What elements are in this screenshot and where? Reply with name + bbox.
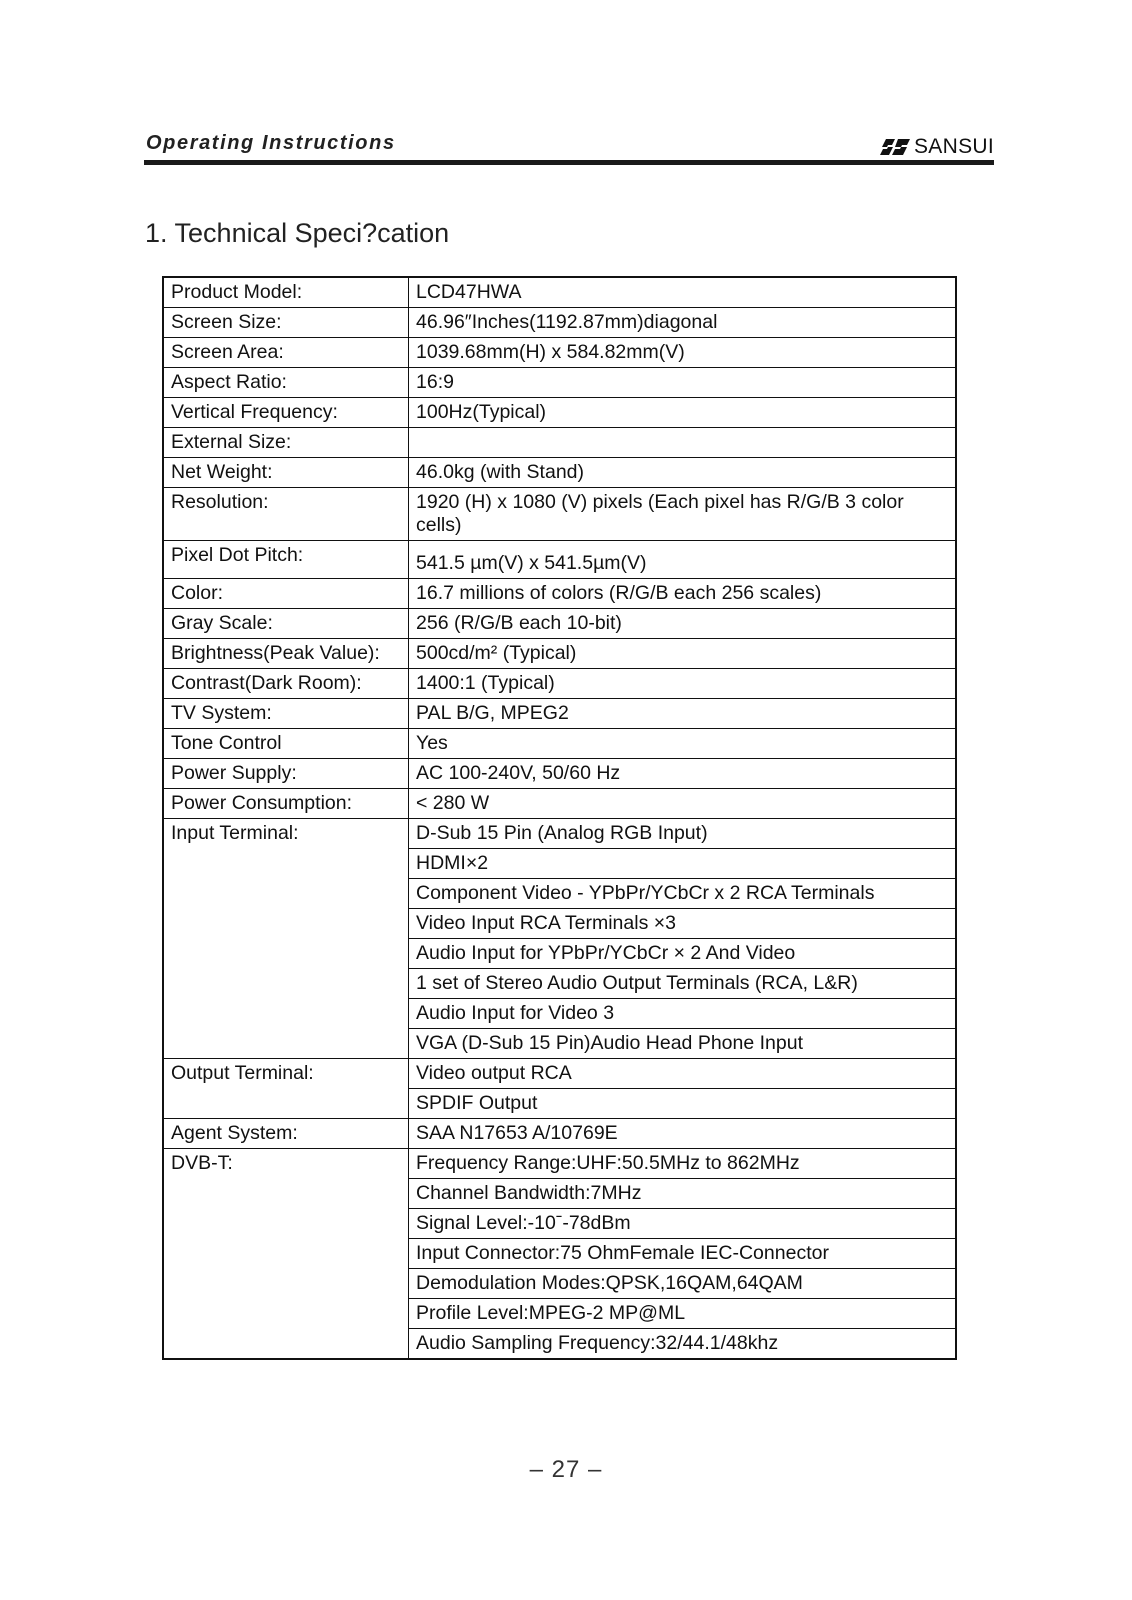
table-row bbox=[163, 398, 956, 428]
output-terminal-value: Video output RCA bbox=[409, 1058, 957, 1088]
spec-value: 256 (R/G/B each 10-bit) bbox=[409, 608, 957, 638]
table-row bbox=[163, 308, 956, 338]
input-terminal-value: Audio Input for YPbPr/YCbCr × 2 And Video bbox=[409, 938, 957, 968]
spec-label: Resolution: bbox=[163, 488, 409, 541]
table-row bbox=[163, 1148, 956, 1178]
page-header bbox=[144, 132, 994, 166]
spec-value: 500cd/m² (Typical) bbox=[409, 638, 957, 668]
dvbt-value: Signal Level:-10ˉ-78dBm bbox=[409, 1208, 957, 1238]
input-terminal-value: Component Video - YPbPr/YCbCr x 2 RCA Terminals bbox=[409, 878, 957, 908]
spec-label: Gray Scale: bbox=[163, 608, 409, 638]
spec-value: 16:9 bbox=[409, 368, 957, 398]
agent-system-value: SAA N17653 A/10769E bbox=[409, 1118, 957, 1148]
dvbt-value: Demodulation Modes:QPSK,16QAM,64QAM bbox=[409, 1268, 957, 1298]
sansui-logo-icon bbox=[880, 138, 910, 156]
table-row bbox=[163, 488, 956, 541]
table-row bbox=[163, 338, 956, 368]
spec-label: Screen Area: bbox=[163, 338, 409, 368]
table-row bbox=[163, 758, 956, 788]
spec-value: 1400:1 (Typical) bbox=[409, 668, 957, 698]
spec-label: Contrast(Dark Room): bbox=[163, 668, 409, 698]
spec-value: AC 100-240V, 50/60 Hz bbox=[409, 758, 957, 788]
dvbt-label: DVB-T: bbox=[163, 1148, 409, 1359]
spec-value: 16.7 millions of colors (R/G/B each 256 scales) bbox=[409, 578, 957, 608]
spec-value: Yes bbox=[409, 728, 957, 758]
brand-name: SANSUI bbox=[914, 135, 994, 158]
spec-label: TV System: bbox=[163, 698, 409, 728]
spec-value: 46.96″Inches(1192.87mm)diagonal bbox=[409, 308, 957, 338]
input-terminal-value: D-Sub 15 Pin (Analog RGB Input) bbox=[409, 818, 957, 848]
output-terminal-label: Output Terminal: bbox=[163, 1058, 409, 1118]
dvbt-value: Profile Level:MPEG-2 MP@ML bbox=[409, 1298, 957, 1328]
page-number: – 27 – bbox=[529, 1456, 603, 1483]
table-row bbox=[163, 428, 956, 458]
spec-table bbox=[162, 276, 957, 1360]
spec-value: 1039.68mm(H) x 584.82mm(V) bbox=[409, 338, 957, 368]
spec-label: Aspect Ratio: bbox=[163, 368, 409, 398]
spec-label: Screen Size: bbox=[163, 308, 409, 338]
agent-system-label: Agent System: bbox=[163, 1118, 409, 1148]
input-terminal-value: 1 set of Stereo Audio Output Terminals (RCA, L&R) bbox=[409, 968, 957, 998]
spec-label: External Size: bbox=[163, 428, 409, 458]
table-row bbox=[163, 578, 956, 608]
spec-value: PAL B/G, MPEG2 bbox=[409, 698, 957, 728]
dvbt-value: Channel Bandwidth:7MHz bbox=[409, 1178, 957, 1208]
table-row bbox=[163, 728, 956, 758]
spec-label: Power Supply: bbox=[163, 758, 409, 788]
spec-value: 46.0kg (with Stand) bbox=[409, 458, 957, 488]
table-row bbox=[163, 1058, 956, 1088]
table-row bbox=[163, 540, 956, 578]
spec-label: Net Weight: bbox=[163, 458, 409, 488]
spec-value: < 280 W bbox=[409, 788, 957, 818]
table-row bbox=[163, 638, 956, 668]
input-terminal-value: Audio Input for Video 3 bbox=[409, 998, 957, 1028]
header-rule bbox=[144, 160, 994, 165]
dvbt-value: Input Connector:75 OhmFemale IEC-Connector bbox=[409, 1238, 957, 1268]
spec-value: 1920 (H) x 1080 (V) pixels (Each pixel has R/G/B 3 color cells) bbox=[409, 488, 957, 541]
brand-logo bbox=[880, 136, 994, 157]
spec-label: Tone Control bbox=[163, 728, 409, 758]
table-row bbox=[163, 818, 956, 848]
spec-label: Color: bbox=[163, 578, 409, 608]
table-row bbox=[163, 277, 956, 308]
spec-value: 100Hz(Typical) bbox=[409, 398, 957, 428]
table-row bbox=[163, 368, 956, 398]
table-row bbox=[163, 668, 956, 698]
dvbt-value: Audio Sampling Frequency:32/44.1/48khz bbox=[409, 1328, 957, 1359]
spec-value: 541.5 µm(V) x 541.5µm(V) bbox=[409, 540, 957, 578]
header-title: Operating Instructions bbox=[146, 132, 396, 154]
spec-table-body bbox=[163, 277, 956, 1359]
input-terminal-value: HDMI×2 bbox=[409, 848, 957, 878]
section-title: 1. Technical Speci?cation bbox=[145, 218, 450, 248]
input-terminal-value: VGA (D-Sub 15 Pin)Audio Head Phone Input bbox=[409, 1028, 957, 1058]
spec-value bbox=[409, 428, 957, 458]
input-terminal-label: Input Terminal: bbox=[163, 818, 409, 1058]
spec-label: Brightness(Peak Value): bbox=[163, 638, 409, 668]
table-row bbox=[163, 1118, 956, 1148]
spec-label: Power Consumption: bbox=[163, 788, 409, 818]
spec-label: Vertical Frequency: bbox=[163, 398, 409, 428]
output-terminal-value: SPDIF Output bbox=[409, 1088, 957, 1118]
spec-label: Pixel Dot Pitch: bbox=[163, 540, 409, 578]
table-row bbox=[163, 608, 956, 638]
spec-value: LCD47HWA bbox=[409, 277, 957, 308]
table-row bbox=[163, 458, 956, 488]
input-terminal-value: Video Input RCA Terminals ×3 bbox=[409, 908, 957, 938]
table-row bbox=[163, 698, 956, 728]
spec-label: Product Model: bbox=[163, 277, 409, 308]
table-row bbox=[163, 788, 956, 818]
dvbt-value: Frequency Range:UHF:50.5MHz to 862MHz bbox=[409, 1148, 957, 1178]
